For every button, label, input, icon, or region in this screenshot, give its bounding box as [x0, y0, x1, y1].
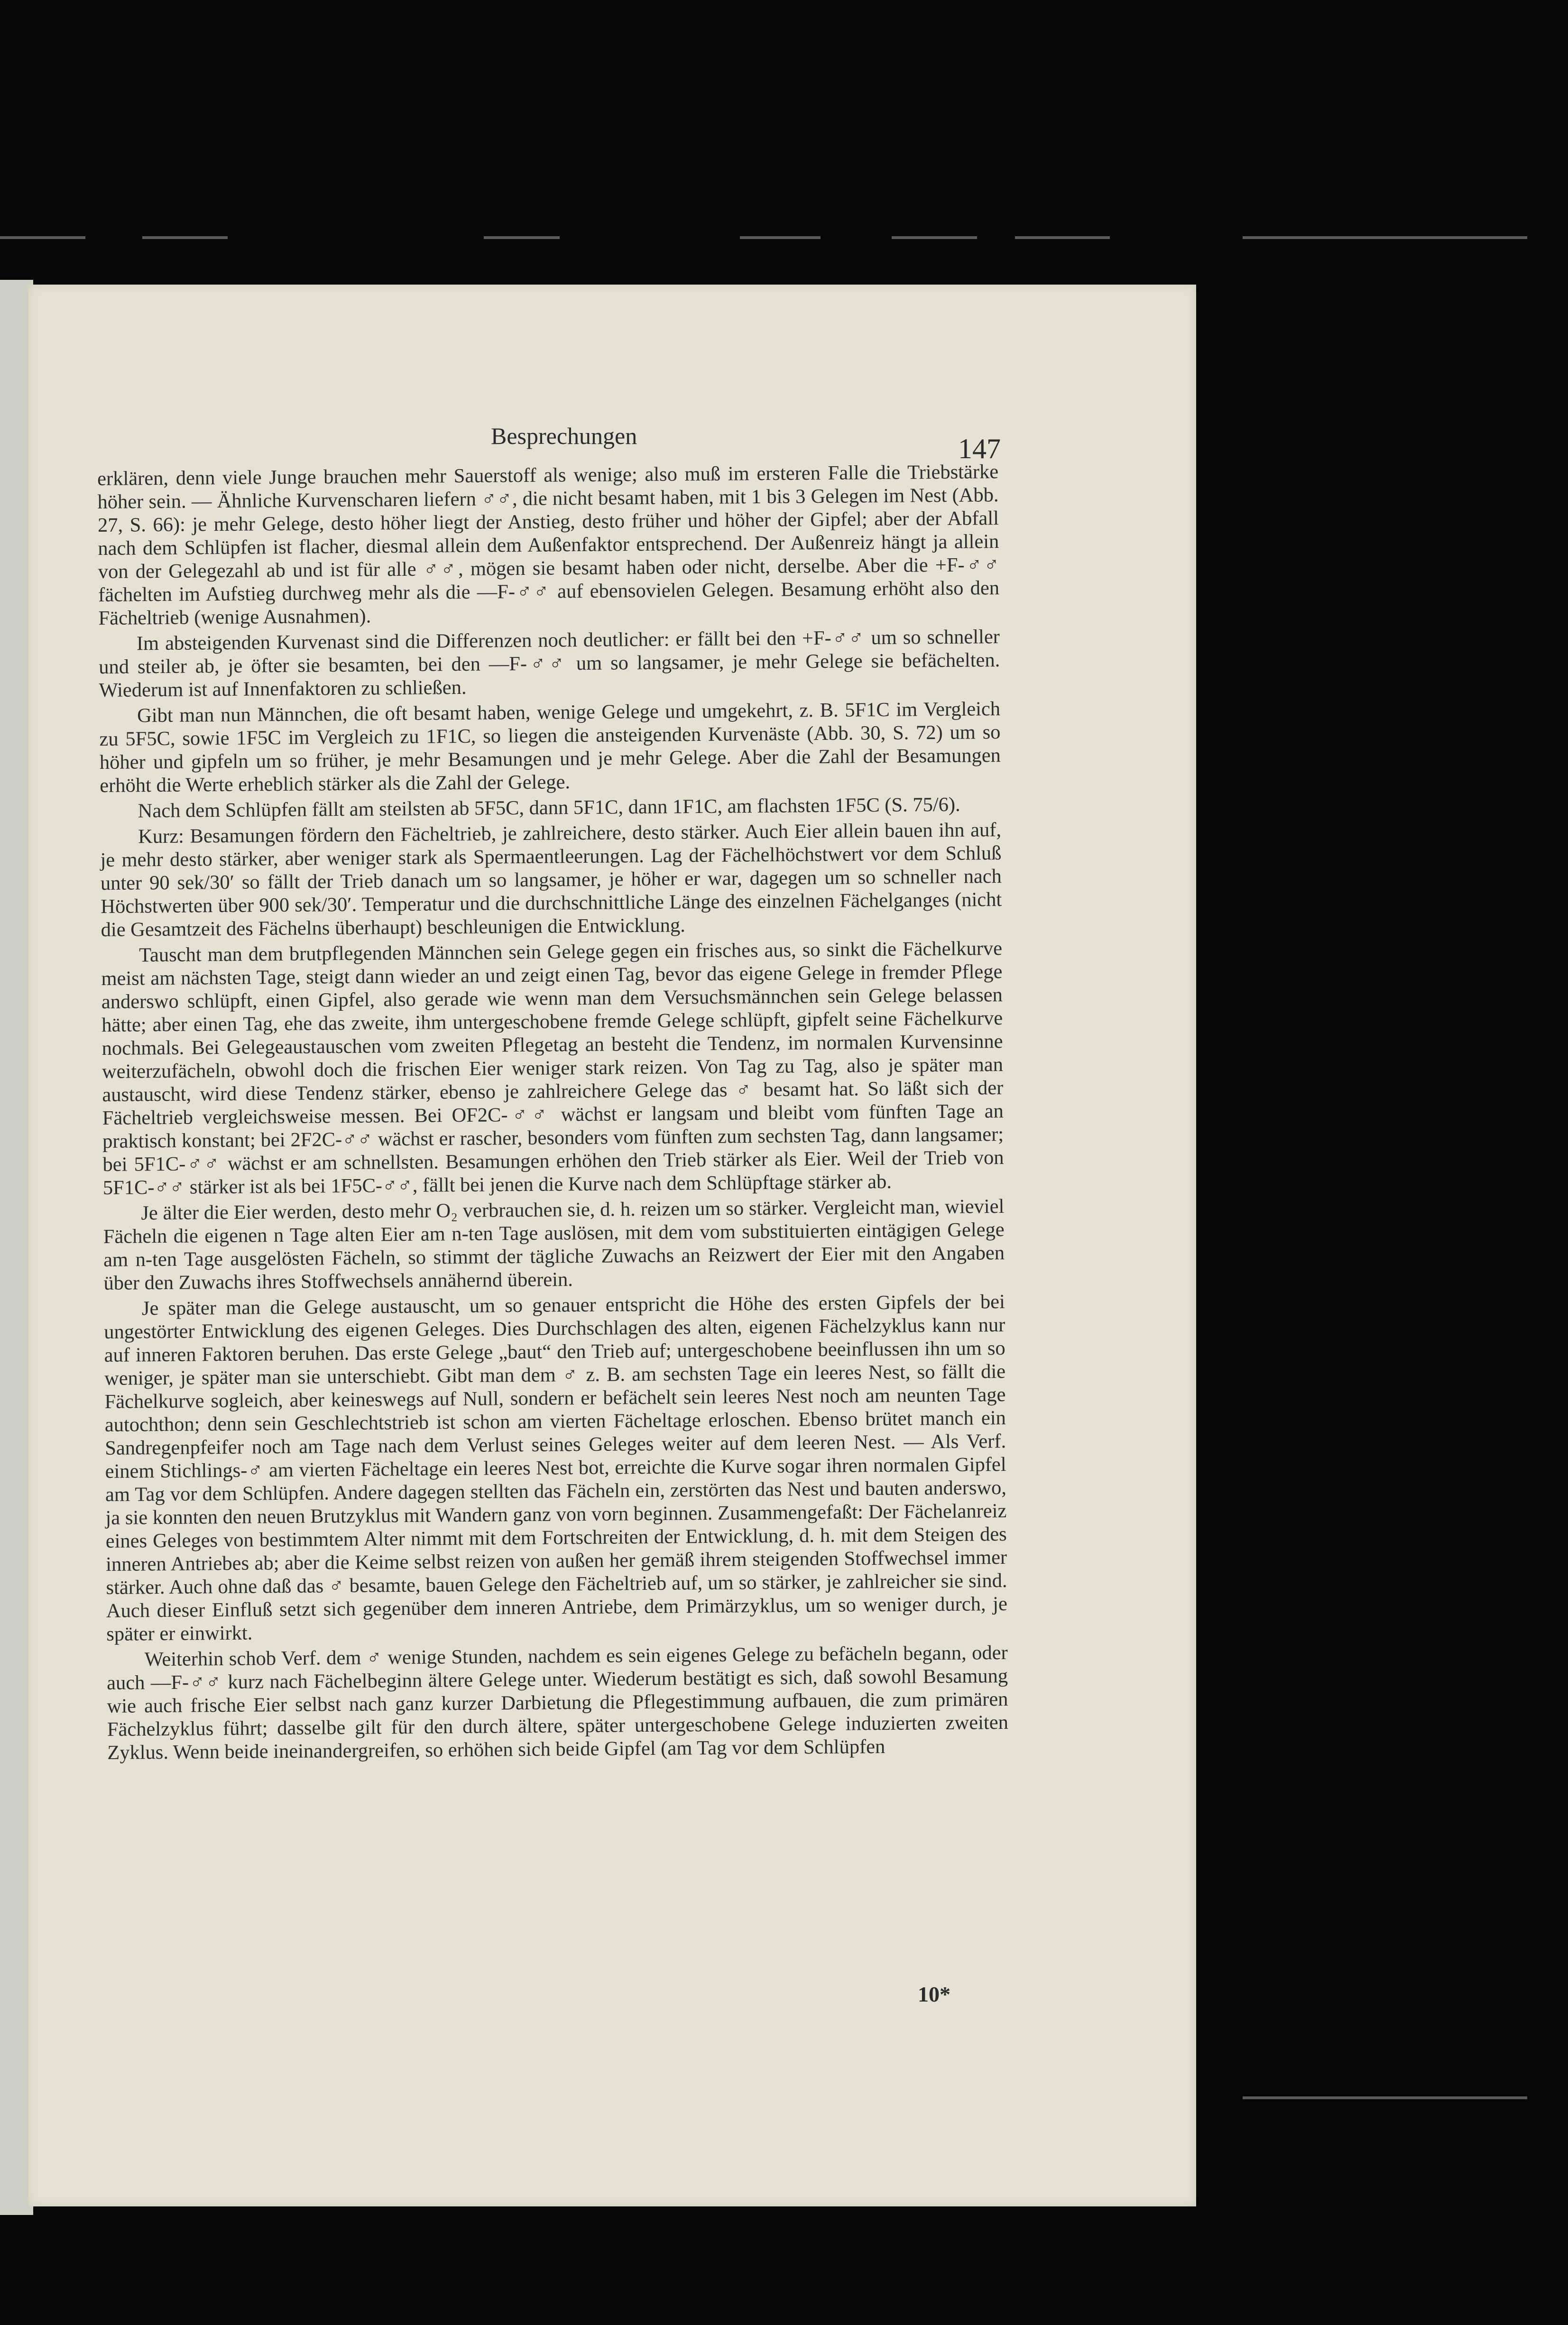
paragraph: Je älter die Eier werden, desto mehr O₂ verbrauchen sie, d. h. reizen um so stärker. Vergleicht man, wieviel Fächeln die eigenen n Tage alten Eier am n-ten Tage auslösen, mit dem vom substituierten eintägigen Gelege am n-ten Tage ausgelösten Fächeln, so stimmt der tägliche Zuwachs an Reizwert der Eier mit den Angaben über den Zuwachs ihres Stoffwechsels annähernd überein.	[103, 1195, 1005, 1294]
paragraph: Nach dem Schlüpfen fällt am steilsten ab 5F5C, dann 5F1C, dann 1F1C, am flachsten 1F5C (S. 75/6).	[138, 793, 960, 822]
paragraph: Je später man die Gelege austauscht, um so genauer entspricht die Höhe des ersten Gipfels der bei ungestörter Entwicklung des eigenen Geleges. Dies Durchschlagen des alten, eigenen Fächelzyklus kann nur auf inneren Faktoren beruhen. Das erste Gelege „baut“ den Trieb auf; untergeschobene beeinflussen ihn um so weniger, je später man sie unterschiebt. Gibt man dem ♂ z. B. am sechsten Tage ein leeres Nest, so fällt die Fächelkurve sogleich, aber keineswegs auf Null, sondern er befächelt sein leeres Nest noch am neunten Tage autochthon; denn sein Geschlechtstrieb ist schon am vierten Fächeltage erloschen. Ebenso brütet manch ein Sandregenpfeifer noch am Tage nach dem Verlust seines Geleges weiter auf dem leeren Nest. — Als Verf. einem Stichlings-♂ am vierten Fächeltage ein leeres Nest bot, erreichte die Kurve sogar ihren normalen Gipfel am Tag vor dem Schlüpfen. Andere dagegen stellten das Fächeln ein, zerstörten das Nest und bauten anderswo, ja sie konnten den neuen Brutzyklus mit Wandern ganz von vorn beginnen. Zusammengefaßt: Der Fächelanreiz eines Geleges von bestimmtem Alter nimmt mit dem Fortschreiten der Entwicklung, d. h. mit dem Steigen des inneren Antriebes ab; aber die Keime selbst reizen von außen her gemäß ihrem steigenden Stoffwechsel immer stärker. Auch ohne daß das ♂ besamte, bauen Gelege den Fächeltrieb auf, um so stärker, je zahlreicher sie sind. Auch dieser Einfluß setzt sich gegenüber dem inneren Antriebe, dem Primärzyklus, um so weniger durch, je später er einwirkt.	[104, 1291, 1008, 1645]
scan-edge-mark	[1243, 236, 1527, 239]
scan-edge-mark	[142, 236, 228, 239]
paragraph: Tauscht man dem brutpflegenden Männchen sein Gelege gegen ein frisches aus, so sinkt die Fächelkurve meist am nächsten Tage, steigt dann wieder an und zeigt einen Tag, bevor das eigene Gelege in fremder Pflege anderswo schlüpft, einen Gipfel, also gerade wie wenn man dem Versuchsmännchen sein Gelege belassen hätte; aber einen Tag, ehe das zweite, ihm untergeschobene fremde Gelege schlüpft, gipfelt seine Fächelkurve nochmals. Bei Gelegeaustauschen vom zweiten Pflegetag an besteht die Tendenz, im normalen Kurvensinne weiterzufächeln, obwohl doch die frischen Eier weniger stark reizen. Von Tag zu Tag, also je später man austauscht, wird diese Tendenz stärker, ebenso je zahlreichere Gelege das ♂ besamt hat. So läßt sich der Fächeltrieb vergleichsweise messen. Bei OF2C-♂♂ wächst er langsam und bleibt vom fünften Tage an praktisch konstant; bei 2F2C-♂♂ wächst er rascher, besonders vom fünften zum sechsten Tag, dann langsamer; bei 5F1C-♂♂ wächst er am schnellsten. Besamungen erhöhen den Trieb stärker als Eier. Weil der Trieb von 5F1C-♂♂ stärker ist als bei 1F5C-♂♂, fällt bei jenen die Kurve nach dem Schlüpftage stärker ab.	[101, 937, 1004, 1199]
scan-edge-mark	[1015, 236, 1110, 239]
paragraph: Weiterhin schob Verf. dem ♂ wenige Stunden, nachdem es sein eigenes Gelege zu befächeln begann, oder auch —F-♂♂ kurz nach Fächelbeginn ältere Gelege unter. Wiederum bestätigt es sich, daß sowohl Besamung wie auch frische Eier selbst nach ganz kurzer Darbietung die Pflegestimmung aufbauen, die zum primären Fächelzyklus führt; dasselbe gilt für den durch ältere, später untergeschobene Gelege induzierten zweiten Zyklus. Wenn beide ineinandergreifen, so erhöhen sich beide Gipfel (am Tag vor dem Schlüpfen	[106, 1642, 1009, 1764]
running-head: Besprechungen	[491, 423, 637, 449]
paragraph: Im absteigenden Kurvenast sind die Differenzen noch deutlicher: er fällt bei den +F-♂♂ um so schneller und steiler ab, je öfter sie besamten, bei den —F-♂♂ um so langsamer, je mehr Gelege sie befächelten. Wiederum ist auf Innenfaktoren zu schließen.	[99, 626, 1000, 701]
scan-edge-mark	[0, 236, 85, 239]
scan-edge-mark	[892, 236, 977, 239]
body-text	[97, 460, 1008, 1767]
scan-edge-mark	[1243, 2096, 1527, 2099]
scan-edge-mark	[484, 236, 560, 239]
paragraph: erklären, denn viele Junge brauchen mehr Sauerstoff als wenige; also muß im ersteren Falle die Triebstärke höher sein. — Ähnliche Kurvenscharen liefern ♂♂, die nicht besamt haben, mit 1 bis 3 Gelegen im Nest (Abb. 27, S. 66): je mehr Gelege, desto höher liegt der Anstieg, desto früher und höher der Gipfel; aber der Abfall nach dem Schlüpfen ist flacher, diesmal allein dem Außenfaktor entsprechend. Der Außenreiz hängt ja allein von der Gelegezahl ab und ist für alle ♂♂, mögen sie besamt haben oder nicht, derselbe. Aber die +F-♂♂ fächelten im Aufstieg durchweg mehr als die —F-♂♂ auf ebensovielen Gelegen. Besamung erhöht also den Fächeltrieb (wenige Ausnahmen).	[97, 461, 1000, 629]
signature-mark: 10*	[918, 1982, 950, 2006]
scan-edge-mark	[740, 236, 821, 239]
page-number: 147	[958, 433, 1001, 464]
paragraph: Kurz: Besamungen fördern den Fächeltrieb, je zahlreichere, desto stärker. Auch Eier allein bauen ihn auf, je mehr desto stärker, aber weniger stark als Spermaentleerungen. Lag der Fächelhöchstwert vor dem Schluß unter 90 sek/30′ so fällt der Trieb danach um so langsamer, je höher er war, dagegen um so schneller nach Höchstwerten über 900 sek/30′. Temperatur und die durchschnittliche Länge des einzelnen Fächelganges (nicht die Gesamtzeit des Fächelns überhaupt) beschleunigen die Entwicklung.	[100, 819, 1002, 941]
paragraph: Gibt man nun Männchen, die oft besamt haben, wenige Gelege und umgekehrt, z. B. 5F1C im Vergleich zu 5F5C, sowie 1F5C im Vergleich zu 1F1C, so liegen die ansteigenden Kurvenäste (Abb. 30, S. 72) um so höher und gipfeln um so früher, je mehr Besamungen und je mehr Gelege. Aber die Zahl der Besamungen erhöht die Werte erheblich stärker als die Zahl der Gelege.	[99, 698, 1001, 797]
